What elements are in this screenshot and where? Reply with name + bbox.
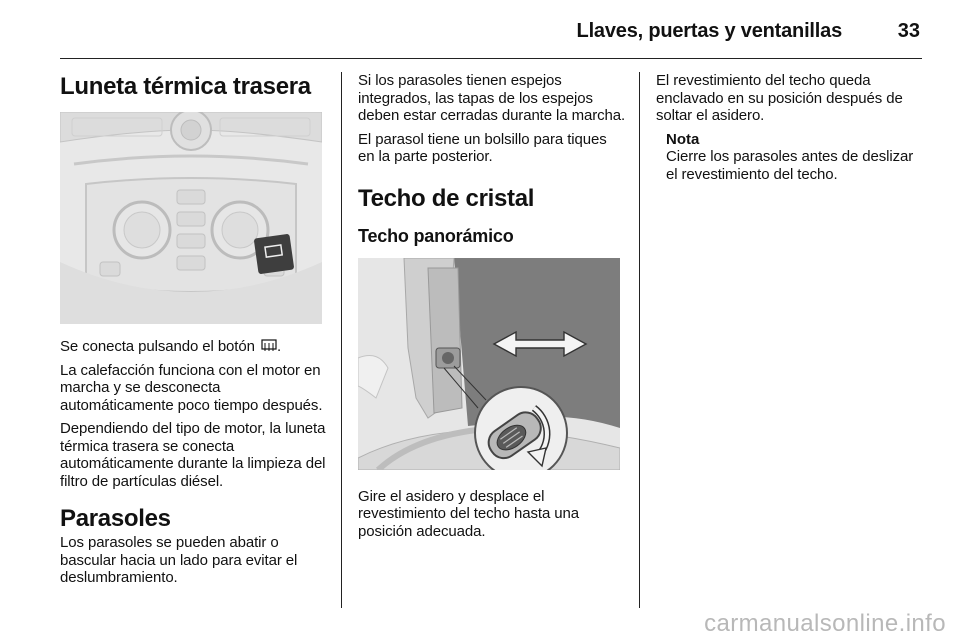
section-heading-sun-visors: Parasoles	[60, 505, 171, 532]
rear-window-defrost-icon	[261, 339, 277, 353]
section-heading-rear-defrost: Luneta térmica trasera	[60, 73, 311, 100]
column-middle	[358, 72, 626, 546]
panoramic-roof-illustration	[358, 258, 620, 470]
note-text: Cierre los parasoles antes de deslizar el revestimiento del techo.	[666, 148, 914, 183]
subheading-panoramic-roof: Techo panorámico	[358, 225, 514, 246]
note-title: Nota	[666, 130, 700, 148]
paragraph: Los parasoles se pueden abatir o bascular hacia un lado para evitar el deslumbramiento.	[60, 534, 298, 586]
paragraph: Dependiendo del tipo de motor, la luneta térmica trasera se conecta automáticamente durante la limpieza del filtro de partículas diésel.	[60, 420, 326, 490]
header-title: Llaves, puertas y ventanillas	[576, 20, 842, 42]
column-left	[60, 72, 328, 593]
column-divider	[639, 72, 640, 608]
column-divider	[341, 72, 342, 608]
paragraph: La calefacción funciona con el motor en marcha y se desconecta automáticamente poco tiempo después.	[60, 361, 323, 414]
dashboard-controls-illustration	[60, 112, 322, 324]
note-block	[656, 131, 924, 184]
paragraph: Gire el asidero y desplace el revestimiento del techo hasta una posición adecuada.	[358, 487, 580, 540]
column-right	[656, 72, 924, 189]
paragraph	[60, 338, 328, 356]
paragraph-text: Se conecta pulsando el botón	[60, 338, 255, 355]
section-heading-glass-roof: Techo de cristal	[358, 184, 535, 212]
page-number: 33	[897, 20, 920, 42]
paragraph: El parasol tiene un bolsillo para tiques en la parte posterior.	[358, 130, 607, 165]
page-header	[60, 14, 922, 59]
watermark: carmanualsonline.info	[704, 610, 946, 637]
paragraph: Si los parasoles tienen espejos integrados, las tapas de los espejos deben estar cerradas durante la marcha.	[358, 72, 626, 124]
paragraph: El revestimiento del techo queda enclavado en su posición después de soltar el asidero.	[656, 72, 903, 124]
paragraph-text: .	[276, 338, 282, 355]
